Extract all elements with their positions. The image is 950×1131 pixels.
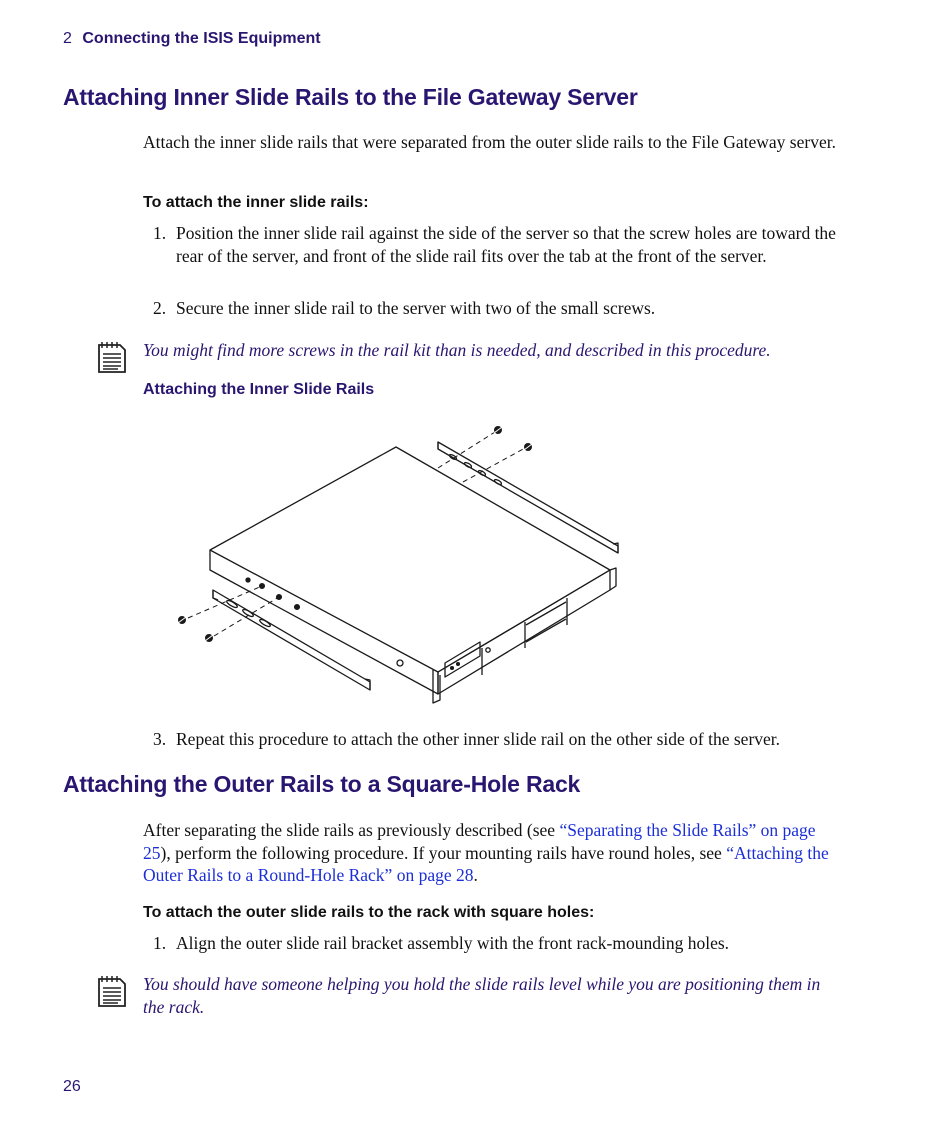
server-front-face xyxy=(438,570,610,694)
section2-intro xyxy=(143,819,843,887)
section-title-inner-rails: Attaching Inner Slide Rails to the File Gateway Server xyxy=(63,84,638,110)
step-number: 3. xyxy=(153,729,167,749)
step-text: Repeat this procedure to attach the other inner slide rail on the other side of the server. xyxy=(176,729,781,749)
inner-rail-far xyxy=(438,442,618,553)
chapter-title: Connecting the ISIS Equipment xyxy=(82,30,321,47)
link-separating-slide-rails[interactable]: “Separating the Slide Rails” on page 25 xyxy=(143,820,816,863)
section1-intro: Attach the inner slide rails that were separated from the outer slide rails to the File Gateway server. xyxy=(143,132,836,152)
note-text-screws: You might find more screws in the rail kit than is needed, and described in this procedure. xyxy=(143,340,771,360)
step-number: 1. xyxy=(153,933,167,953)
step-number: 1. xyxy=(153,223,167,243)
server-side-face xyxy=(210,550,438,694)
procedure-title-outer-rails: To attach the outer slide rails to the rack with square holes: xyxy=(143,904,595,921)
step-text: Align the outer slide rail bracket assembly with the front rack-mounding holes. xyxy=(176,933,730,953)
step-1 xyxy=(153,222,843,267)
step-3 xyxy=(153,728,843,751)
step-2 xyxy=(153,297,843,320)
note-text-helper: You should have someone helping you hold the slide rails level while you are positioning them in the rack. xyxy=(143,974,821,1017)
step-text: Position the inner slide rail against the side of the server so that the screw holes are toward the rear of the server, and front of the slide rail fits over the tab at the front of the server. xyxy=(176,223,836,266)
intro-text: . xyxy=(473,865,478,885)
intro-text: After separating the slide rails as previously described (see xyxy=(143,820,560,840)
note-icon xyxy=(96,340,128,374)
server-rail-illustration xyxy=(170,420,630,705)
procedure-title-inner-rails: To attach the inner slide rails: xyxy=(143,194,369,211)
chapter-number: 2 xyxy=(63,30,72,47)
note-icon xyxy=(96,974,128,1008)
section-title-square-hole-rack: Attaching the Outer Rails to a Square-Hole Rack xyxy=(63,771,581,797)
step-1-outer xyxy=(153,932,843,955)
step-text: Secure the inner slide rail to the server with two of the small screws. xyxy=(176,298,656,318)
page-number: 26 xyxy=(63,1078,81,1095)
link-round-hole-rack[interactable]: “Attaching the Outer Rails to a Round-Hole Rack” on page 28 xyxy=(143,842,829,885)
step-number: 2. xyxy=(153,298,167,318)
running-header xyxy=(63,30,321,48)
figure-caption: Attaching the Inner Slide Rails xyxy=(143,381,375,398)
intro-text: ), perform the following procedure. If your mounting rails have round holes, see xyxy=(160,842,727,863)
server-top-face xyxy=(210,447,610,672)
